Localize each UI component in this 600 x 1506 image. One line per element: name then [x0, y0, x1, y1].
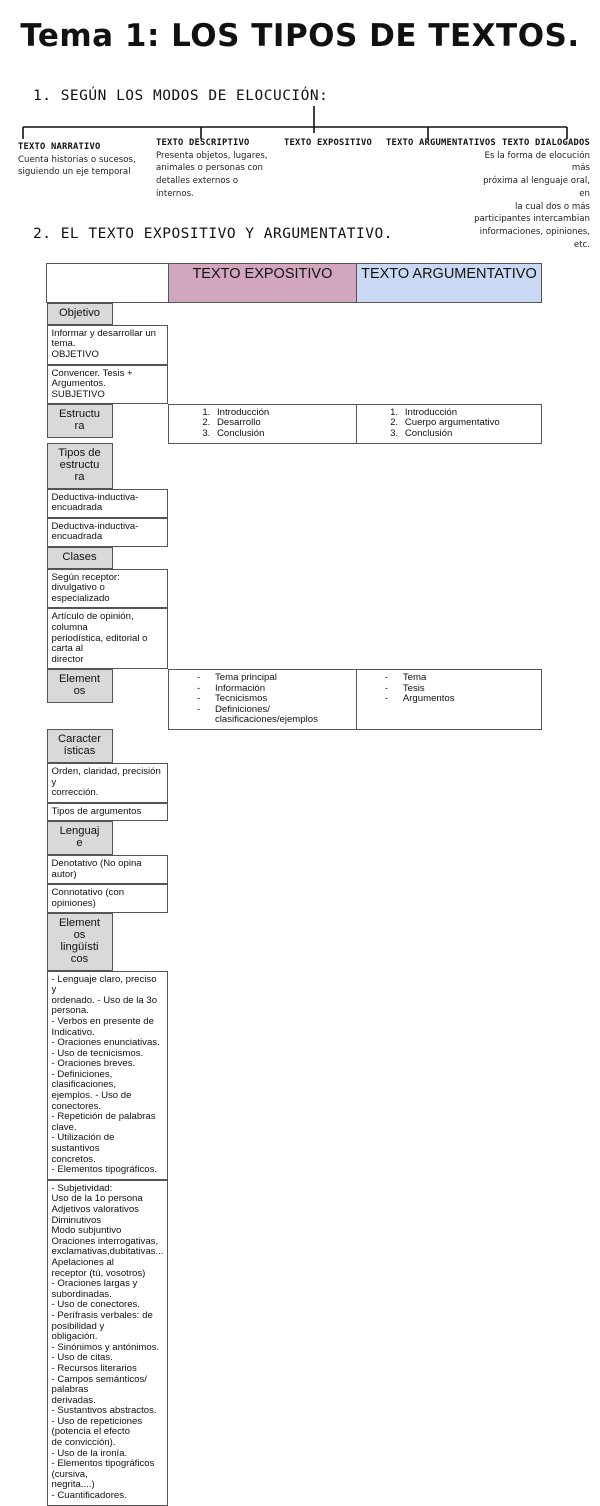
type-desc: Cuenta historias o sucesos, siguiendo un eje temporal — [18, 154, 136, 178]
cell-argumentativo: Convencer. Tesis + Argumentos. SUBJETIVO — [47, 365, 169, 405]
cell-argumentativo — [356, 669, 541, 729]
cell-argumentativo — [356, 404, 541, 443]
section-1-heading: 1. SEGÚN LOS MODOS DE ELOCUCIÓN: — [33, 88, 329, 104]
cell-expositivo: Denotativo (No opina autor) — [47, 855, 169, 884]
list-item: - Definiciones/ clasificaciones/ejemplos — [197, 705, 352, 726]
row-label: Element os lingüísti cos — [47, 913, 113, 970]
type-narrativo — [18, 141, 158, 179]
cell-expositivo: Informar y desarrollar un tema. OBJETIVO — [47, 325, 169, 365]
type-name: TEXTO ARGUMENTATIVOS — [386, 138, 496, 148]
type-name: TEXTO DIALOGADOS — [502, 138, 590, 148]
header-expositivo: TEXTO EXPOSITIVO — [168, 264, 356, 303]
page-title: Tema 1: LOS TIPOS DE TEXTOS. — [20, 18, 580, 54]
row-label: Caracter ísticas — [47, 729, 113, 763]
list-item: - Tema — [385, 673, 537, 684]
type-expositivo — [284, 137, 384, 150]
row-label: Clases — [47, 547, 113, 569]
cell-expositivo — [168, 669, 356, 729]
cell-expositivo — [168, 404, 356, 443]
cell-argumentativo: - Subjetividad: Uso de la 1o persona Adjetivos valorativos Diminutivos Modo subjuntivo Oraciones interrogativas, exclamativas,dubitativas... Apelaciones al receptor (tú, vosotros) - Oraciones largas y subordinadas. - Uso de conectores. - Perífrasis verbales: de posibilidad y obligación. - Sinónimos y antónimos. - Uso de citas. - Recursos literarios - Campos semánticos/ palabras derivadas. - Sustantivos abstractos. - Uso de repeticiones (potencia el efecto de convicción). - Uso de la ironía. - Elementos tipográficos (cursiva, negrita....) - Cuantificadores. — [47, 1180, 169, 1506]
type-name: TEXTO EXPOSITIVO — [284, 138, 372, 148]
cell-expositivo: Según receptor: divulgativo o especializado — [47, 569, 169, 609]
list-item: - Argumentos — [385, 694, 537, 705]
list-item: 3. Conclusión — [401, 429, 537, 440]
list-item: - Tecnicismos — [197, 694, 352, 705]
cell-argumentativo: Deductiva-inductiva-encuadrada — [47, 518, 169, 547]
row-label: Objetivo — [47, 303, 113, 325]
type-desc: Presenta objetos, lugares, animales o personas con detalles externos o internos. — [156, 150, 268, 199]
type-name: TEXTO DESCRIPTIVO — [156, 138, 250, 148]
comparison-table — [46, 263, 542, 1506]
table-row — [47, 404, 542, 443]
header-argumentativo: TEXTO ARGUMENTATIVO — [356, 264, 541, 303]
cell-expositivo: Deductiva-inductiva-encuadrada — [47, 489, 169, 518]
table-row — [47, 729, 542, 821]
table-row — [47, 547, 542, 670]
list-item: - Tema principal — [197, 673, 352, 684]
table-row — [47, 669, 542, 729]
list-item: 2. Desarrollo — [213, 418, 352, 429]
section-2-heading: 2. EL TEXTO EXPOSITIVO Y ARGUMENTATIVO. — [33, 226, 393, 242]
type-name: TEXTO NARRATIVO — [18, 142, 101, 152]
type-dialogado — [470, 137, 590, 252]
row-label: Element os — [47, 669, 113, 703]
row-label: Estructu ra — [47, 404, 113, 438]
list-item: - Información — [197, 684, 352, 695]
cell-argumentativo: Connotativo (con opiniones) — [47, 884, 169, 913]
row-label: Tipos de estructu ra — [47, 443, 113, 488]
cell-argumentativo: Tipos de argumentos — [47, 803, 169, 822]
list-item: 2. Cuerpo argumentativo — [401, 418, 537, 429]
list-item: 3. Conclusión — [213, 429, 352, 440]
concept-tree-lines — [0, 0, 600, 150]
cell-expositivo: - Lenguaje claro, preciso y ordenado. - Uso de la 3o persona. - Verbos en presente de Indicativo. - Oraciones enunciativas. - Uso de tecnicismos. - Oraciones breves. - Definiciones, clasificaciones, ejemplos. - Uso de conectores. - Repetición de palabras clave. - Utilización de sustantivos concretos. - Elementos tipográficos. — [47, 971, 169, 1180]
type-descriptivo — [156, 137, 286, 201]
table-row — [47, 443, 542, 547]
table-header-row — [47, 264, 542, 303]
row-label: Lenguaj e — [47, 821, 113, 855]
table-row — [47, 913, 542, 1505]
table-corner — [47, 264, 169, 303]
list-item: 1. Introducción — [213, 408, 352, 419]
cell-argumentativo: Artículo de opinión, columna periodística, editorial o carta al director — [47, 608, 169, 669]
table-row — [47, 821, 542, 913]
type-desc: Es la forma de elocución más próxima al lenguaje oral, en la cual dos o más participantes intercambian informaciones, opiniones, etc. — [474, 150, 590, 251]
list-item: - Tesis — [385, 684, 537, 695]
list-item: 1. Introducción — [401, 408, 537, 419]
table-row — [47, 303, 542, 405]
cell-expositivo: Orden, claridad, precisión y corrección. — [47, 763, 169, 803]
